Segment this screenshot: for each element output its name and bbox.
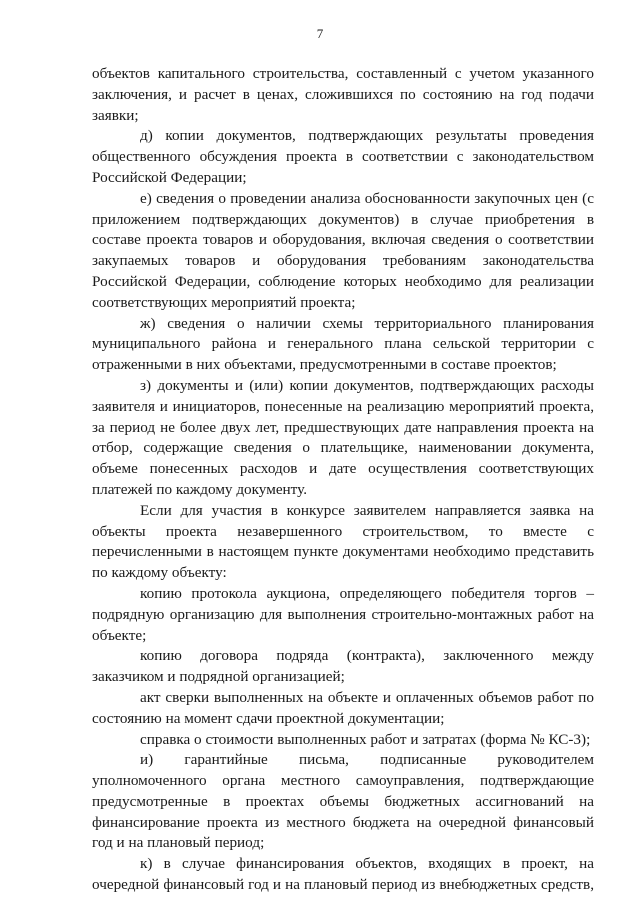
paragraph-item-k: к) в случае финансирования объектов, входящих в проект, на очередной финансовый год и на плановый период из внебюджетных средств,	[92, 855, 594, 894]
paragraph-item-d: д) копии документов, подтверждающих результаты проведения общественного обсуждения проекта в соответствии с законодательством Российской Федерации;	[92, 127, 594, 186]
paragraph-unfinished-construction: Если для участия в конкурсе заявителем направляется заявка на объекты проекта незавершенного строительством, то вместе с перечисленными в настоящем пункте документами необходимо представить по каждому объекту:	[92, 501, 594, 582]
paragraph-auction-protocol: копию протокола аукциона, определяющего победителя торгов – подрядную организацию для выполнения строительно-монтажных работ на объекте;	[92, 584, 594, 644]
paragraph-contract-copy: копию договора подряда (контракта), заключенного между заказчиком и подрядной организацией;	[92, 647, 594, 686]
paragraph-ks3-certificate: справка о стоимости выполненных работ и затратах (форма № КС-3);	[140, 730, 591, 748]
paragraph-item-e: е) сведения о проведении анализа обоснованности закупочных цен (с приложением подтверждающих документов) в случае приобретения в составе проекта товаров и оборудования, включая сведения о соответствии закупаемых товаров и оборудования требованиям законодательства Российской Федерации, соблюдение которых необходимо для реализации соответствующих мероприятий проекта;	[92, 189, 594, 311]
document-body	[92, 64, 594, 896]
paragraph-reconciliation-act: акт сверки выполненных на объекте и оплаченных объемов работ по состоянию на момент сдачи проектной документации;	[92, 688, 594, 727]
paragraph-cont-item-g: объектов капитального строительства, составленный с учетом указанного заключения, и расчет в ценах, сложившихся по состоянию на год подачи заявки;	[92, 65, 594, 124]
paragraph-item-z: з) документы и (или) копии документов, подтверждающих расходы заявителя и инициаторов, понесенные на реализацию мероприятий проекта, за период не более двух лет, предшествующих дате направления проекта на отбор, содержащие сведения о плательщике, наименовании документа, объеме понесенных расходов и дате осуществления соответствующих платежей по каждому документу.	[92, 376, 594, 498]
paragraph-item-i: и) гарантийные письма, подписанные руководителем уполномоченного органа местного самоуправления, подтверждающие предусмотренные в проектах объемы бюджетных ассигнований на финансирование проекта из местного бюджета на очередной финансовый год и на плановый период;	[92, 751, 594, 852]
page-number: 7	[316, 26, 324, 41]
paragraph-item-zh: ж) сведения о наличии схемы территориального планирования муниципального района и генерального плана сельской территории с отраженными в них объектами, предусмотренными в составе проектов;	[92, 314, 594, 374]
